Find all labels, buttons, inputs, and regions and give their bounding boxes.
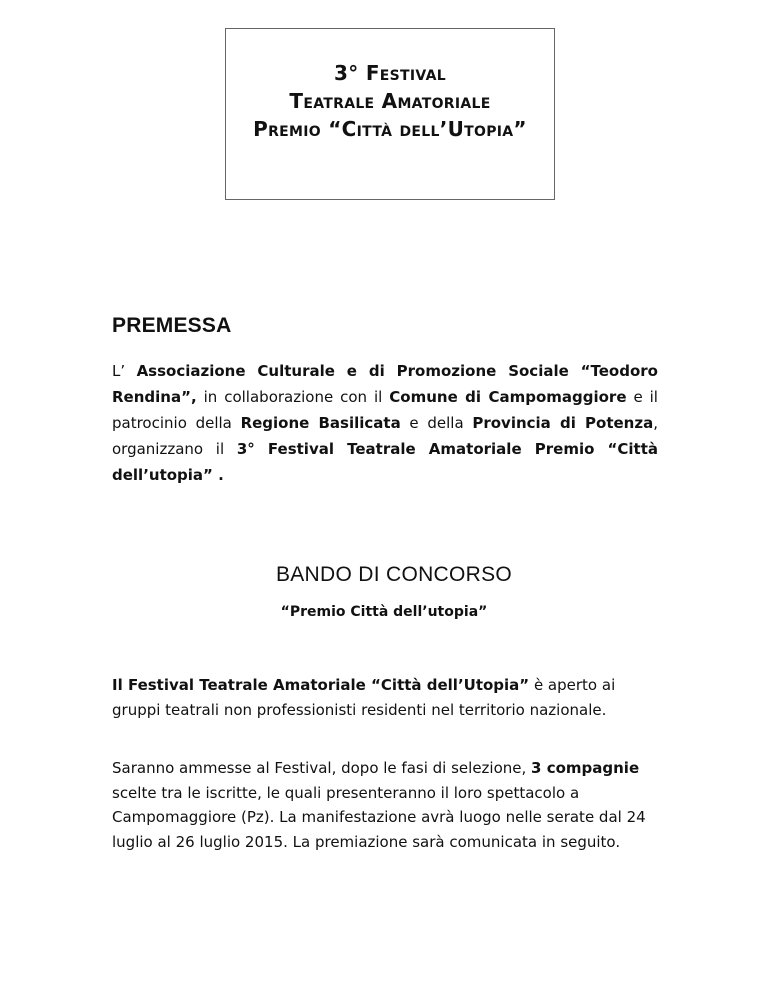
premessa-text-2: in collaborazione con il — [196, 388, 390, 406]
association-name: Associazione Culturale e di Promozione Sociale “Teodoro Rendina”, — [112, 362, 658, 406]
bando-heading: BANDO DI CONCORSO — [275, 563, 513, 586]
provincia-name: Provincia di Potenza — [472, 414, 654, 432]
title-line-1: 3° Festival — [334, 61, 446, 85]
title-line-2: Teatrale Amatoriale — [289, 89, 491, 113]
bando-subtitle: “Premio Città dell’utopia” — [280, 604, 488, 620]
premessa-text-5: , organizzano il — [112, 414, 658, 458]
comune-name: Comune di Campomaggiore — [389, 388, 627, 406]
premessa-paragraph — [112, 358, 658, 488]
festival-bold: Il Festival Teatrale Amatoriale “Città dell’Utopia” — [112, 676, 530, 694]
title-line-3: Premio “Città dell’Utopia” — [253, 117, 527, 141]
compagnie-count: 3 compagnie — [531, 759, 640, 777]
title-box — [225, 28, 555, 200]
bando-p2-text-b: scelte tra le iscritte, le quali presenteranno il loro spettacolo a Campomaggiore (Pz). La manifestazione avrà luogo nelle serate dal 24 luglio al 26 luglio 2015. La premiazione sarà comunicata in seguito. — [112, 783, 646, 851]
festival-name: 3° Festival Teatrale Amatoriale Premio “Città dell’utopia” . — [112, 440, 659, 484]
festival-title — [226, 59, 554, 143]
bando-paragraph-2 — [112, 756, 652, 854]
bando-p2-text-a: Saranno ammesse al Festival, dopo le fasi di selezione, — [112, 759, 532, 777]
premessa-text-4: e della — [400, 414, 473, 432]
bando-p1-text: è aperto ai gruppi teatrali non professionisti residenti nel territorio nazionale. — [112, 676, 616, 719]
premessa-heading: PREMESSA — [112, 314, 232, 337]
regione-name: Regione Basilicata — [240, 414, 401, 432]
premessa-text-3: e il patrocinio della — [112, 388, 658, 432]
bando-paragraph-1 — [112, 673, 652, 722]
premessa-text-1: L’ — [112, 362, 137, 380]
